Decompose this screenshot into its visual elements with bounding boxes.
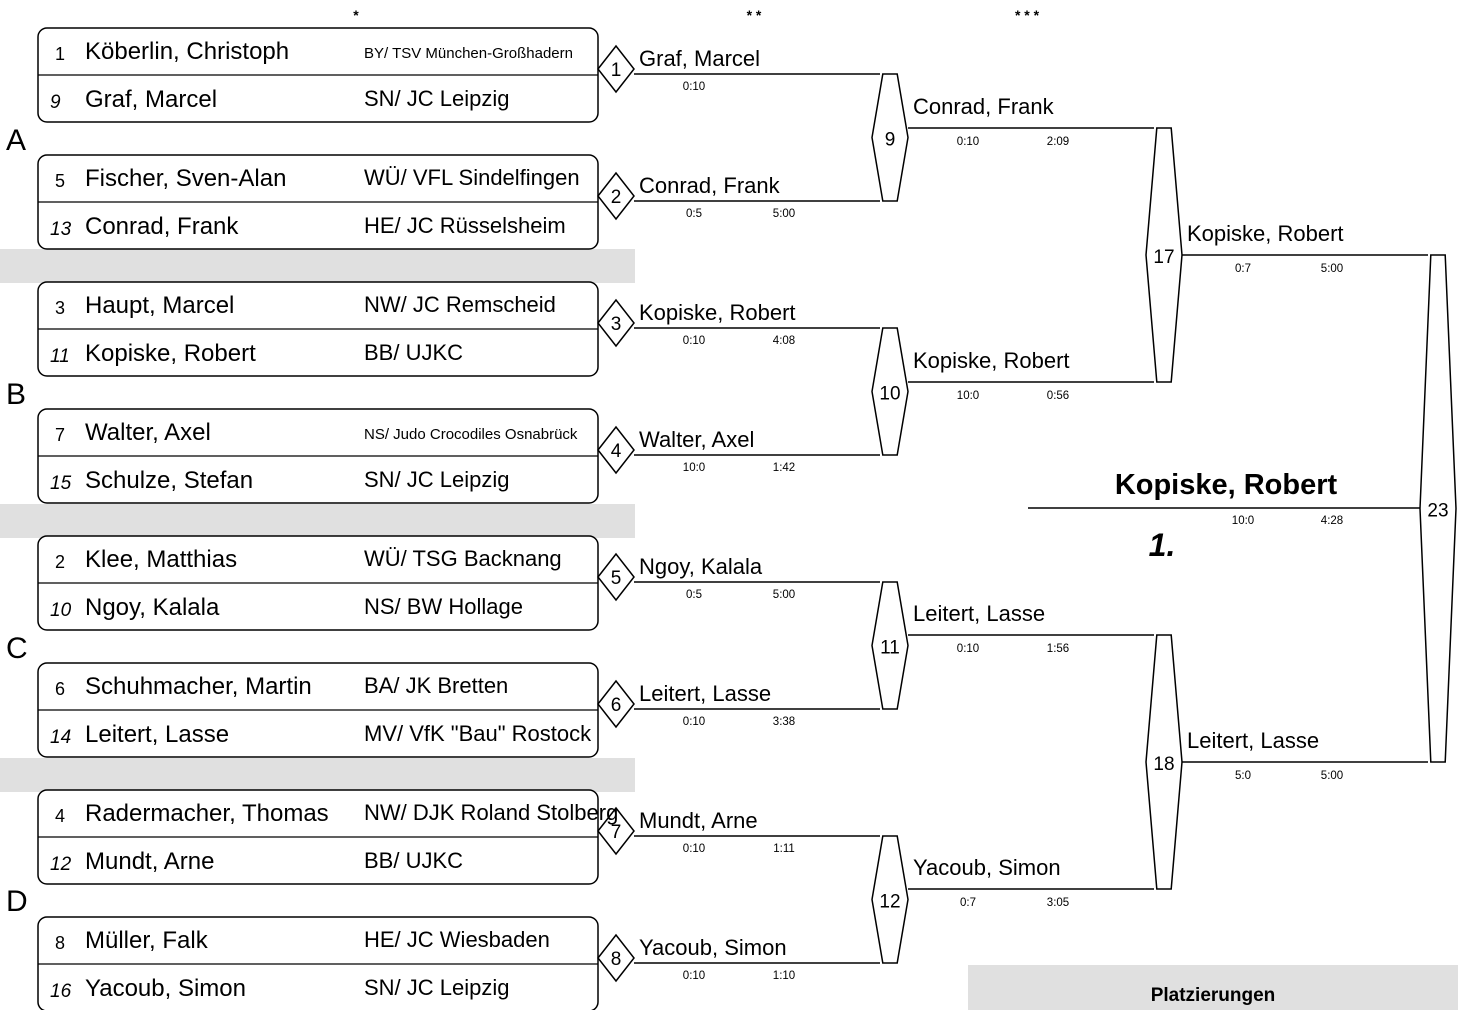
entry-club: NW/ DJK Roland Stolberg [364, 800, 619, 825]
pool-label-d: D [6, 885, 28, 918]
pool-label-c: C [6, 632, 28, 665]
champion-name: Kopiske, Robert [1114, 469, 1338, 501]
round1-winner-name: Ngoy, Kalala [639, 554, 763, 579]
entry-name: Walter, Axel [85, 419, 211, 446]
round3-winner-name: Kopiske, Robert [1187, 221, 1344, 246]
pool-separator-1 [0, 249, 635, 283]
entry-seed: 6 [55, 679, 66, 699]
entry-seed: 14 [50, 727, 72, 748]
entry-name: Radermacher, Thomas [85, 800, 329, 827]
round1-score: 0:10 [682, 716, 706, 728]
round1-score: 0:10 [682, 843, 706, 855]
round1-time: 5:00 [772, 208, 796, 220]
entry-seed: 16 [50, 981, 72, 1002]
entry-name: Klee, Matthias [85, 546, 238, 573]
entry-name: Leitert, Lasse [85, 721, 230, 748]
round3-score: 0:7 [1235, 263, 1251, 275]
round1-time: 1:42 [772, 462, 796, 474]
entry-name: Graf, Marcel [85, 86, 218, 113]
entry-club: SN/ JC Leipzig [364, 86, 510, 111]
match-10-number: 10 [879, 383, 901, 405]
final-score: 10:0 [1231, 515, 1255, 527]
match-11-number: 11 [880, 637, 900, 659]
entry-name: Schuhmacher, Martin [85, 673, 312, 700]
entry-club: NS/ BW Hollage [364, 594, 523, 619]
round2-time: 0:56 [1046, 390, 1070, 402]
round-marker-3: * * * [1014, 7, 1040, 23]
pool-label-b: B [6, 378, 27, 411]
entry-seed: 9 [50, 92, 61, 113]
round1-winner-name: Yacoub, Simon [639, 935, 787, 960]
match-1-number: 1 [610, 60, 622, 81]
entry-name: Haupt, Marcel [85, 292, 235, 319]
entry-club: BA/ JK Bretten [364, 673, 509, 698]
round1-time: 4:08 [772, 335, 796, 347]
round2-time: 2:09 [1046, 136, 1070, 148]
round2-score: 0:10 [956, 643, 980, 655]
round3-time: 5:00 [1320, 770, 1344, 782]
round-marker-2: * * [746, 7, 762, 23]
round2-winner-name: Yacoub, Simon [913, 855, 1061, 880]
match-17-number: 17 [1153, 247, 1175, 268]
round1-score: 0:5 [686, 589, 702, 601]
round2-time: 3:05 [1046, 897, 1070, 909]
entry-club: HE/ JC Wiesbaden [364, 927, 550, 952]
match-23-number: 23 [1427, 500, 1449, 522]
entry-club: SN/ JC Leipzig [364, 467, 510, 492]
round2-score: 0:7 [960, 897, 976, 909]
entry-club: WÜ/ TSG Backnang [364, 546, 562, 571]
entry-name: Köberlin, Christoph [85, 38, 290, 65]
entry-name: Müller, Falk [85, 927, 208, 954]
entry-name: Fischer, Sven-Alan [85, 165, 287, 192]
round2-winner-name: Leitert, Lasse [913, 601, 1046, 626]
round1-winner-name: Kopiske, Robert [639, 300, 796, 325]
entry-seed: 11 [50, 346, 70, 367]
entry-name: Mundt, Arne [85, 848, 215, 875]
entry-name: Conrad, Frank [85, 213, 239, 240]
round2-winner-name: Conrad, Frank [913, 94, 1054, 119]
entry-seed: 10 [50, 600, 72, 621]
entry-name: Yacoub, Simon [85, 975, 246, 1002]
entry-seed: 13 [50, 219, 72, 240]
champion-place: 1. [1148, 527, 1176, 563]
entry-seed: 4 [55, 806, 66, 826]
round1-score: 10:0 [682, 462, 706, 474]
entry-seed: 3 [55, 298, 66, 318]
entry-club: WÜ/ VFL Sindelfingen [364, 165, 580, 190]
match-3-number: 3 [610, 314, 622, 335]
round2-winner-name: Kopiske, Robert [913, 348, 1070, 373]
round1-score: 0:10 [682, 335, 706, 347]
entry-seed: 2 [55, 552, 66, 572]
match-5-number: 5 [610, 568, 622, 589]
round1-winner-name: Mundt, Arne [639, 808, 758, 833]
match-7-number: 7 [610, 822, 622, 843]
final-time: 4:28 [1320, 515, 1344, 527]
round2-time: 1:56 [1046, 643, 1070, 655]
round3-score: 5:0 [1235, 770, 1251, 782]
entry-seed: 1 [55, 44, 66, 64]
entry-club: BB/ UJKC [364, 340, 464, 365]
match-8-number: 8 [610, 949, 622, 970]
round1-time: 1:10 [772, 970, 796, 982]
round1-time: 5:00 [772, 589, 796, 601]
match-18-number: 18 [1153, 754, 1175, 775]
entry-seed: 5 [55, 171, 66, 191]
round3-time: 5:00 [1320, 263, 1344, 275]
entry-club: SN/ JC Leipzig [364, 975, 510, 1000]
round1-time: 1:11 [773, 843, 795, 855]
round1-score: 0:10 [682, 970, 706, 982]
round1-score: 0:10 [682, 81, 706, 93]
entry-club: BB/ UJKC [364, 848, 464, 873]
round1-winner-name: Leitert, Lasse [639, 681, 772, 706]
match-4-number: 4 [610, 441, 622, 462]
entry-club: NW/ JC Remscheid [364, 292, 556, 317]
placings-header-label: Platzierungen [1150, 985, 1276, 1006]
entry-club: BY/ TSV München-Großhadern [364, 45, 573, 62]
match-2-number: 2 [610, 187, 622, 208]
round1-winner-name: Walter, Axel [639, 427, 755, 452]
pool-label-a: A [6, 124, 27, 157]
match-9-number: 9 [884, 129, 896, 151]
entry-name: Kopiske, Robert [85, 340, 256, 367]
entry-seed: 12 [50, 854, 72, 875]
round2-score: 0:10 [956, 136, 980, 148]
round1-score: 0:5 [686, 208, 702, 220]
entry-seed: 8 [55, 933, 66, 953]
pool-separator-2 [0, 504, 635, 538]
entry-name: Ngoy, Kalala [85, 594, 220, 621]
round3-winner-name: Leitert, Lasse [1187, 728, 1320, 753]
round1-time: 3:38 [772, 716, 796, 728]
entry-club: MV/ VfK "Bau" Rostock [364, 721, 592, 746]
pool-separator-3 [0, 758, 635, 792]
entry-club: HE/ JC Rüsselsheim [364, 213, 566, 238]
round-marker-1: * [353, 7, 359, 23]
entry-name: Schulze, Stefan [85, 467, 254, 494]
round2-score: 10:0 [956, 390, 980, 402]
entry-seed: 7 [55, 425, 66, 445]
match-6-number: 6 [610, 695, 622, 716]
round1-winner-name: Graf, Marcel [639, 46, 761, 71]
match-12-number: 12 [879, 891, 901, 913]
entry-seed: 15 [50, 473, 72, 494]
round1-winner-name: Conrad, Frank [639, 173, 780, 198]
entry-club: NS/ Judo Crocodiles Osnabrück [364, 426, 578, 443]
